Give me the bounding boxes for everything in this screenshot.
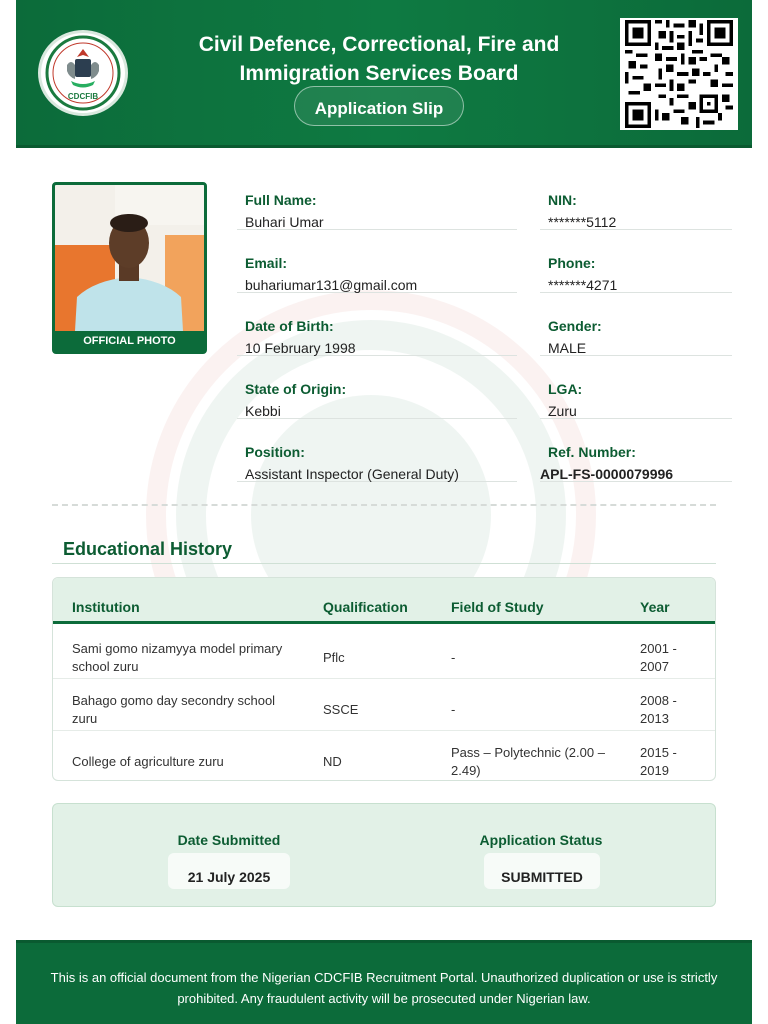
state-label: State of Origin:	[245, 381, 347, 397]
email-label: Email:	[245, 255, 288, 271]
date-submitted-value: 21 July 2025	[168, 853, 290, 889]
qr-code	[620, 18, 738, 130]
row-field: -	[451, 702, 456, 717]
applicant-photo	[55, 185, 204, 331]
education-table	[52, 577, 716, 781]
phone-value: *******4271	[548, 277, 618, 293]
submission-summary	[52, 803, 716, 907]
education-table-header	[53, 578, 716, 624]
row-field: Pass – Polytechnic (2.00 – 2.49)	[451, 745, 605, 778]
row-qualification: SSCE	[323, 702, 359, 717]
board-title-line2: Immigration Services Board	[239, 62, 519, 85]
lga-field	[540, 371, 732, 419]
lga-label: LGA:	[548, 381, 583, 397]
email-field	[237, 245, 517, 293]
date-submitted-label: Date Submitted	[177, 832, 281, 848]
col-year: Year	[640, 599, 670, 615]
dob-value: 10 February 1998	[245, 340, 356, 356]
logo-text: CDCFIB	[67, 92, 99, 101]
col-qualification: Qualification	[323, 599, 408, 615]
phone-field	[540, 245, 732, 293]
nin-value: *******5112	[548, 214, 617, 230]
row-year: 2001 - 2007	[640, 641, 677, 674]
application-status-label: Application Status	[479, 832, 603, 848]
gender-label: Gender:	[548, 318, 602, 334]
table-row	[53, 731, 716, 781]
gender-field	[540, 308, 732, 356]
email-value: buhariumar131@gmail.com	[245, 277, 418, 293]
row-year: 2015 - 2019	[640, 745, 677, 778]
nin-field	[540, 182, 732, 230]
qr-code-icon	[622, 20, 736, 128]
col-institution: Institution	[72, 599, 140, 615]
dob-label: Date of Birth:	[245, 318, 334, 334]
col-field-of-study: Field of Study	[451, 599, 544, 615]
photo-caption: OFFICIAL PHOTO	[83, 335, 176, 347]
cdcfib-logo	[38, 30, 128, 116]
education-section-heading	[52, 538, 716, 564]
table-row	[53, 627, 716, 679]
position-value: Assistant Inspector (General Duty)	[245, 466, 459, 482]
position-label: Position:	[245, 444, 305, 460]
full-name-field	[237, 182, 517, 230]
state-value: Kebbi	[245, 403, 281, 419]
application-slip	[16, 0, 752, 1024]
application-status-badge: SUBMITTED	[484, 853, 600, 889]
board-title-line1: Civil Defence, Correctional, Fire and	[198, 33, 560, 56]
board-title	[166, 30, 592, 88]
row-institution: Bahago gomo day secondry school zuru	[72, 693, 276, 726]
full-name-label: Full Name:	[245, 192, 317, 208]
ref-number-value: APL-FS-0000079996	[540, 466, 674, 482]
section-divider	[52, 504, 716, 506]
nin-label: NIN:	[548, 192, 577, 208]
gender-value: MALE	[548, 340, 587, 356]
official-photo	[52, 182, 207, 354]
ref-number-label: Ref. Number:	[548, 444, 636, 460]
row-qualification: Pflc	[323, 650, 345, 665]
header-banner	[16, 0, 752, 148]
footer	[16, 940, 752, 1024]
position-field	[237, 434, 517, 482]
footer-notice: This is an official document from the Nigerian CDCFIB Recruitment Portal. Unauthorized duplication or use is strictly prohibited. Any fraudulent activity will be prosecuted under Nigerian law.	[50, 970, 718, 1006]
row-year: 2008 - 2013	[640, 693, 677, 726]
phone-label: Phone:	[548, 255, 596, 271]
application-slip-badge: Application Slip	[294, 86, 464, 126]
table-row	[53, 679, 716, 731]
row-institution: Sami gomo nizamyya model primary school zuru	[72, 641, 283, 674]
ref-number-field	[540, 434, 732, 482]
row-institution: College of agriculture zuru	[72, 754, 224, 769]
row-qualification: ND	[323, 754, 342, 769]
lga-value: Zuru	[548, 403, 577, 419]
dob-field	[237, 308, 517, 356]
state-field	[237, 371, 517, 419]
row-field: -	[451, 650, 456, 665]
full-name-value: Buhari Umar	[245, 214, 324, 230]
education-title: Educational History	[63, 539, 233, 559]
